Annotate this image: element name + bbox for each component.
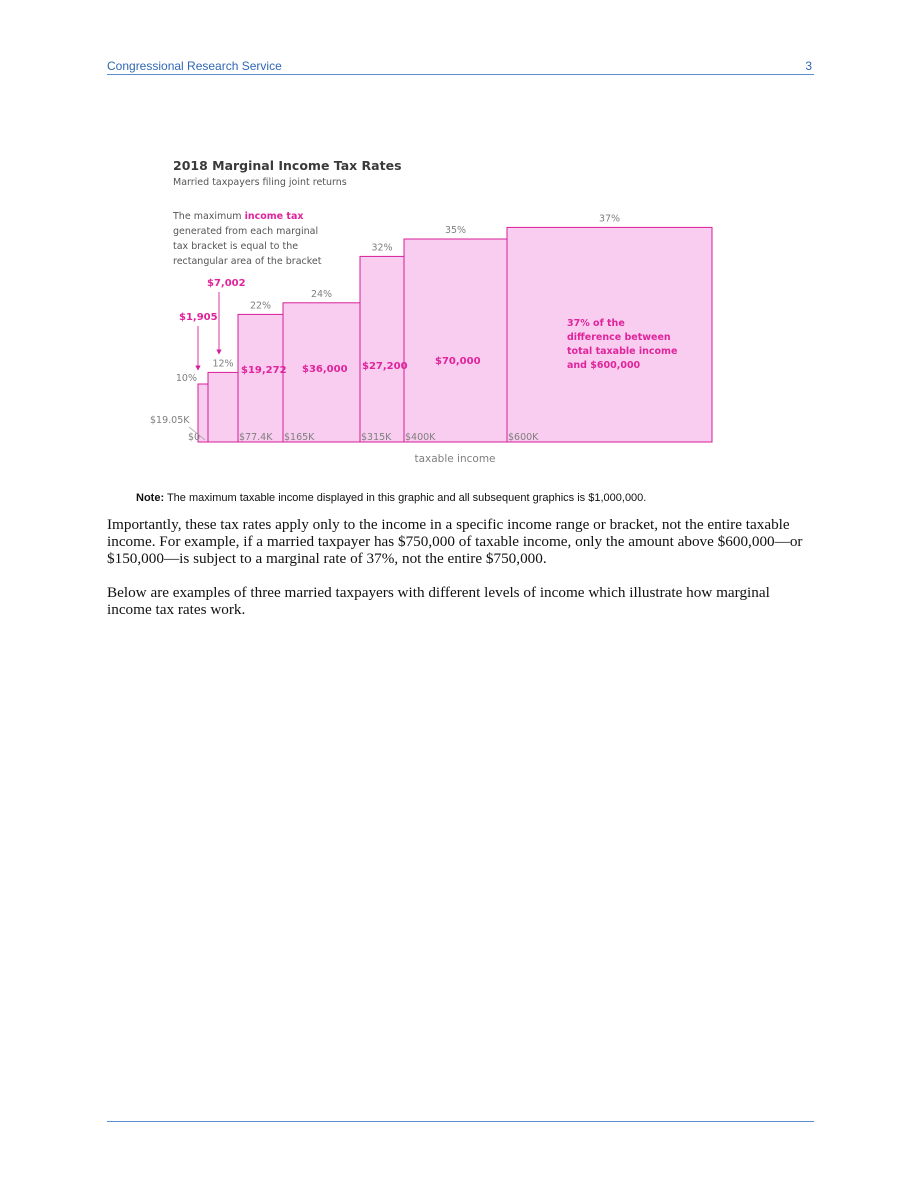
tax-label-37-line-3: total taxable income	[567, 346, 678, 357]
tax-label-10: $1,905	[179, 312, 218, 323]
bracket-bar-12	[208, 372, 238, 442]
tick-label-2: $77.4K	[239, 432, 273, 443]
bracket-bar-22	[238, 314, 283, 442]
tax-label-12: $7,002	[207, 278, 246, 289]
rate-label-12: 12%	[212, 358, 234, 370]
note-label: Note:	[136, 492, 165, 504]
bracket-bar-35	[404, 239, 507, 442]
tick-label-1: $19.05K	[150, 415, 190, 426]
tax-rate-figure	[0, 0, 920, 480]
rate-label-10: 10%	[175, 373, 197, 384]
figure-note	[136, 492, 646, 504]
page-number: 3	[805, 59, 812, 73]
rate-label-22: 22%	[249, 300, 272, 312]
tax-label-35: $70,000	[435, 356, 481, 367]
figure-title: 2018 Marginal Income Tax Rates	[173, 158, 402, 173]
figure-subtitle: Married taxpayers filing joint returns	[173, 177, 347, 188]
rate-label-37: 37%	[598, 213, 621, 225]
rate-label-32: 32%	[371, 242, 393, 254]
tax-label-24: $36,000	[302, 364, 348, 375]
footer-rule	[107, 1121, 814, 1122]
note-text: The maximum taxable income displayed in this graphic and all subsequent graphics is $1,000,000.	[164, 492, 647, 504]
tax-label-37-line-2: difference between	[567, 332, 671, 343]
bracket-chart	[0, 0, 920, 480]
tax-label-32: $27,200	[362, 361, 408, 372]
tick-label-5: $400K	[405, 432, 436, 443]
body-paragraph-1: Importantly, these tax rates apply only to the income in a specific income range or bracket, not the entire taxable income. For example, if a married taxpayer has $750,000 of taxable income, only the amount above $600,000—or $150,000—is subject to a marginal rate of 37%, not the entire $750,000.	[107, 516, 803, 567]
description-prefix: The maximum	[173, 211, 245, 222]
tick-label-6: $600K	[508, 432, 539, 443]
bracket-bar-32	[360, 256, 404, 442]
tax-label-22: $19,272	[241, 365, 287, 376]
description-line-3: tax bracket is equal to the	[173, 241, 299, 252]
rate-label-35: 35%	[444, 225, 467, 236]
tick-label-4: $315K	[361, 432, 392, 443]
tick-label-0: $0	[188, 432, 201, 443]
header-publisher: Congressional Research Service	[107, 59, 282, 73]
x-axis-label: taxable income	[414, 453, 496, 465]
tax-label-37-line-4: and $600,000	[567, 360, 641, 371]
tax-label-37-line-1: 37% of the	[567, 318, 625, 329]
tick-label-3: $165K	[284, 432, 315, 443]
rate-label-24: 24%	[310, 288, 333, 300]
body-paragraph-2: Below are examples of three married taxpayers with different levels of income which illustrate how marginal income tax rates work.	[107, 584, 770, 618]
description-line-2: generated from each marginal	[173, 226, 319, 237]
description-highlight: income tax	[244, 211, 304, 222]
description-line-4: rectangular area of the bracket	[173, 256, 322, 267]
